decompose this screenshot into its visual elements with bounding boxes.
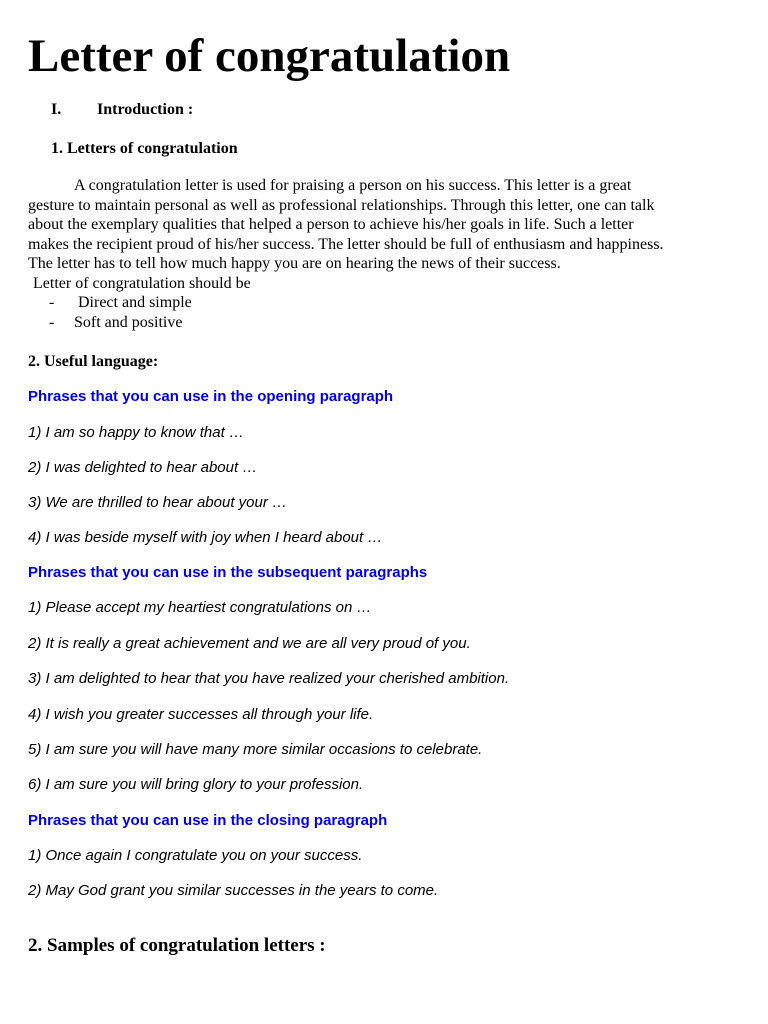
closing-phrase: 1) Once again I congratulate you on your success.	[28, 847, 363, 864]
opening-phrase: 4) I was beside myself with joy when I heard about …	[28, 529, 383, 546]
opening-phrase: 1) I am so happy to know that …	[28, 424, 244, 441]
list-item	[49, 313, 192, 333]
opening-phrases-heading: Phrases that you can use in the opening paragraph	[28, 388, 394, 405]
paragraph-line: about the exemplary qualities that helped a person to achieve his/her goals in life. Such a letter	[28, 216, 634, 234]
list-item-text: Direct and simple	[74, 294, 192, 311]
dash-bullet: -	[49, 314, 55, 331]
subsection-heading-letters: 1. Letters of congratulation	[51, 140, 238, 157]
qualities-list	[49, 293, 192, 333]
samples-heading: 2. Samples of congratulation letters :	[28, 935, 326, 956]
subsequent-phrases-heading: Phrases that you can use in the subsequent paragraphs	[28, 564, 428, 581]
subsequent-phrase: 2) It is really a great achievement and we are all very proud of you.	[28, 635, 471, 652]
subsequent-phrase: 1) Please accept my heartiest congratulations on …	[28, 599, 372, 616]
dash-bullet: -	[49, 294, 55, 311]
subsequent-phrase: 3) I am delighted to hear that you have realized your cherished ambition.	[28, 670, 510, 687]
paragraph-line: The letter has to tell how much happy you are on hearing the news of their success.	[28, 255, 561, 273]
should-be-line: Letter of congratulation should be	[33, 275, 251, 292]
section-heading-introduction	[51, 100, 193, 120]
paragraph-line: A congratulation letter is used for praising a person on his success. This letter is a great	[74, 177, 632, 194]
closing-phrases-heading: Phrases that you can use in the closing paragraph	[28, 812, 388, 829]
intro-paragraph	[28, 176, 750, 274]
section-label: Introduction :	[97, 101, 194, 118]
paragraph-line: makes the recipient proud of his/her success. The letter should be full of enthusiasm and happiness.	[28, 235, 664, 253]
subsequent-phrase: 4) I wish you greater successes all through your life.	[28, 706, 374, 723]
opening-phrase: 3) We are thrilled to hear about your …	[28, 494, 288, 511]
subsequent-phrase: 6) I am sure you will bring glory to your profession.	[28, 776, 364, 793]
subsequent-phrase: 5) I am sure you will have many more similar occasions to celebrate.	[28, 741, 483, 758]
opening-phrase: 2) I was delighted to hear about …	[28, 459, 258, 476]
list-item	[49, 293, 192, 313]
paragraph-line: gesture to maintain personal as well as professional relationships. Through this letter, one can talk	[28, 196, 655, 214]
section-numeral: I.	[51, 101, 62, 118]
useful-language-heading: 2. Useful language:	[28, 353, 159, 370]
list-item-text: Soft and positive	[74, 314, 183, 331]
document-title: Letter of congratulation	[28, 30, 511, 82]
closing-phrase: 2) May God grant you similar successes in the years to come.	[28, 882, 439, 899]
